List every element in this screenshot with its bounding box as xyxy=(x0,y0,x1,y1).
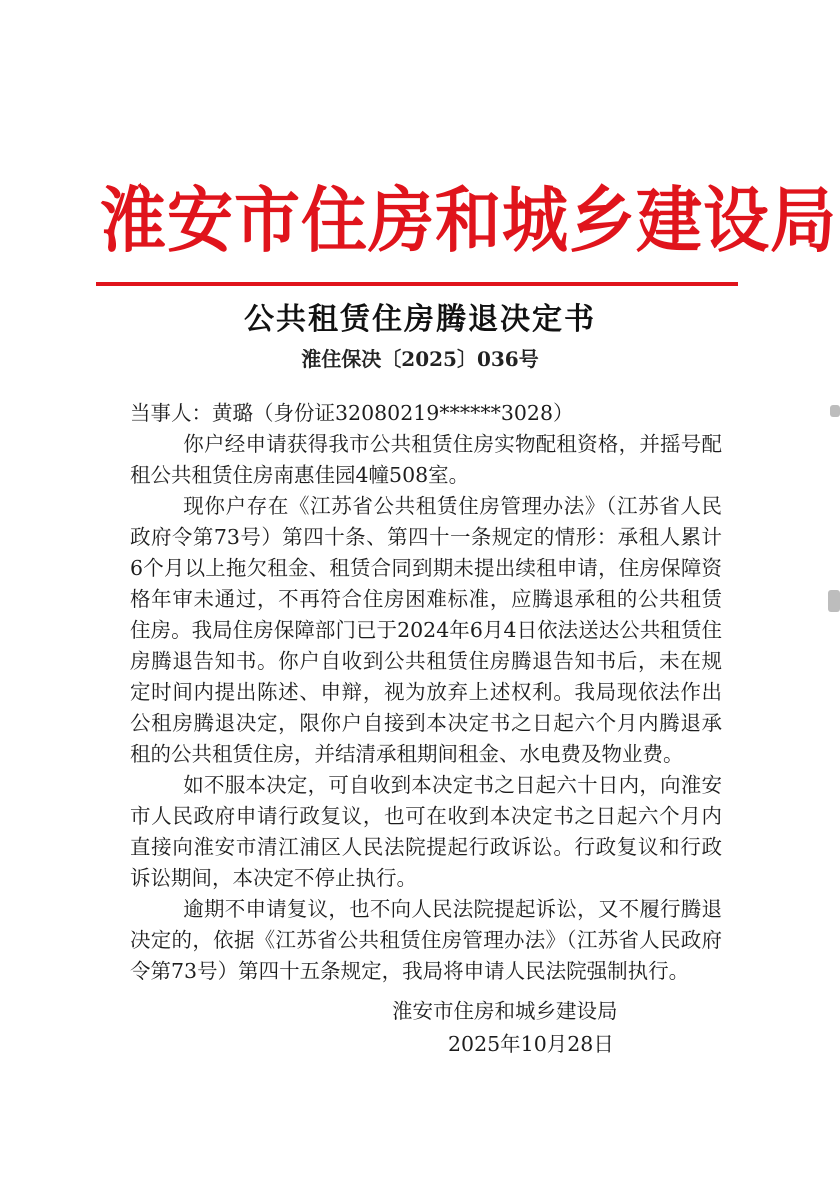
paragraph-enforcement: 逾期不申请复议，也不向人民法院提起诉讼，又不履行腾退决定的，依据《江苏省公共租赁住房管理办法》（江苏省人民政府令第73号）第四十五条规定，我局将申请人民法院强制执行。 xyxy=(130,897,722,983)
scan-edge-mark xyxy=(830,405,840,417)
scan-edge-mark xyxy=(828,590,840,612)
document-title: 公共租赁住房腾退决定书 xyxy=(244,302,596,337)
document-body xyxy=(130,398,722,987)
party-line: 当事人：黄璐（身份证32080219******3028） xyxy=(130,401,574,425)
paragraph-violation-decision: 现你户存在《江苏省公共租赁住房管理办法》（江苏省人民政府令第73号）第四十条、第四十一条规定的情形：承租人累计6个月以上拖欠租金、租赁合同到期未提出续租申请，住房保障资格年审未通过，不再符合住房困难标准，应腾退承租的公共租赁住房。我局住房保障部门已于2024年6月4日依法送达公共租赁住房腾退告知书。你户自收到公共租赁住房腾退告知书后，未在规定时间内提出陈述、申辩，视为放弃上述权利。我局现依法作出公租房腾退决定，限你户自接到本决定书之日起六个月内腾退承租的公共租赁住房，并结清承租期间租金、水电费及物业费。 xyxy=(130,494,722,766)
document-number: 淮住保决〔2025〕036号 xyxy=(301,347,539,371)
signature-organization: 淮安市住房和城乡建设局 xyxy=(392,999,618,1023)
signature-date: 2025年10月28日 xyxy=(448,1032,614,1056)
letterhead-red-rule xyxy=(96,282,738,286)
paragraph-allocation: 你户经申请获得我市公共租赁住房实物配租资格，并摇号配租公共租赁住房南惠佳园4幢508室。 xyxy=(130,432,722,487)
signature-block xyxy=(392,996,692,1060)
paragraph-appeal-rights: 如不服本决定，可自收到本决定书之日起六十日内，向淮安市人民政府申请行政复议，也可在收到本决定书之日起六个月内直接向淮安市清江浦区人民法院提起行政诉讼。行政复议和行政诉讼期间，本决定不停止执行。 xyxy=(130,773,722,890)
letterhead-title: 淮安市住房和城乡建设局 xyxy=(100,178,837,263)
